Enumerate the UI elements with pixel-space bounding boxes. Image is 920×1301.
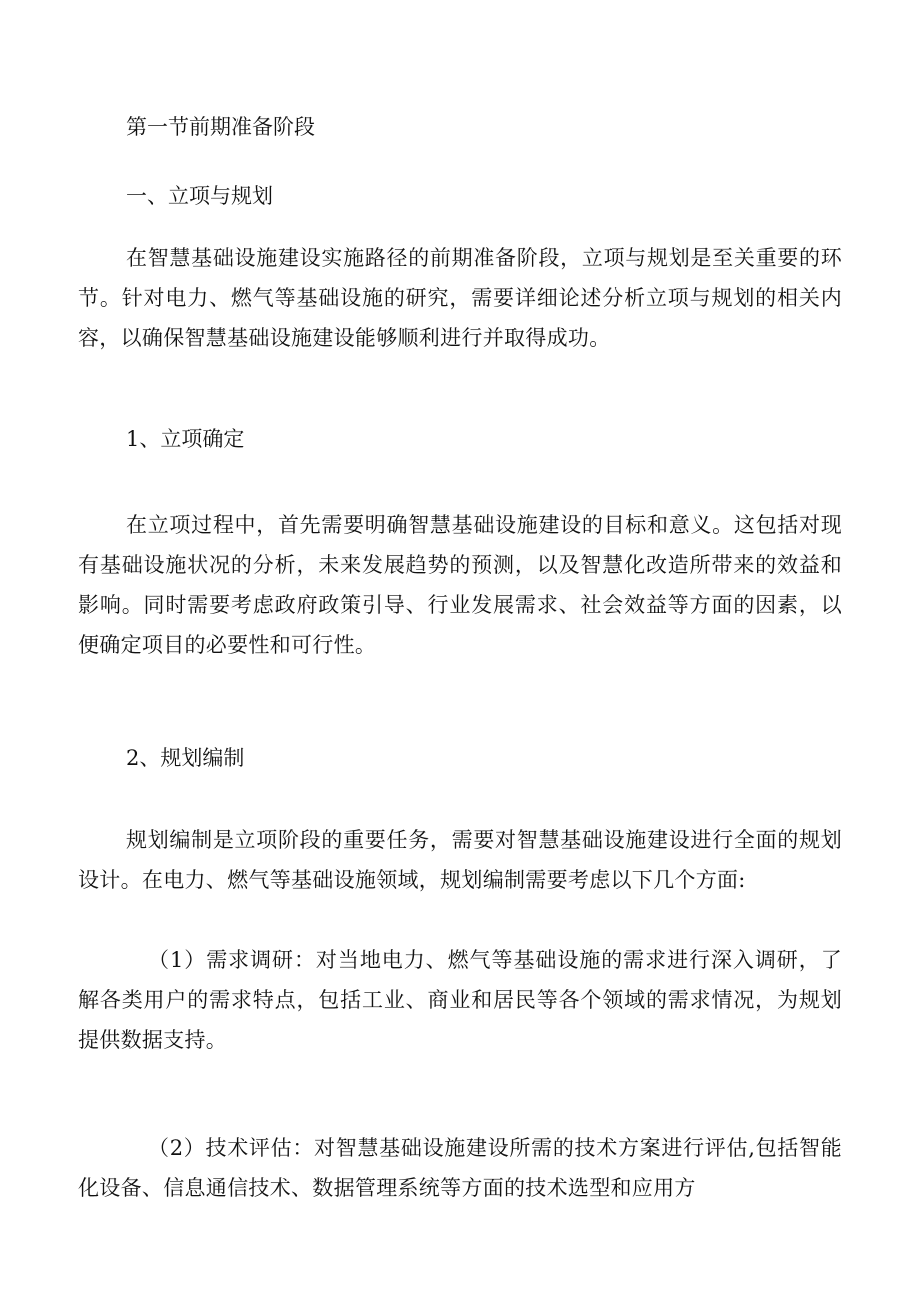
paragraph-demand-research: （1）需求调研：对当地电力、燃气等基础设施的需求进行深入调研，了解各类用户的需求特点，包括工业、商业和居民等各个领域的需求情况，为规划提供数据支持。: [78, 948, 842, 1052]
paragraph-technology-assessment: （2）技术评估：对智慧基础设施建设所需的技术方案进行评估,包括智能化设备、信息通信技术、数据管理系统等方面的技术选型和应用方: [78, 1136, 842, 1200]
section-title: 第一节前期准备阶段: [126, 115, 315, 139]
heading-plan-compilation: 2、规划编制: [126, 746, 245, 770]
paragraph-project-confirmation: 在立项过程中，首先需要明确智慧基础设施建设的目标和意义。这包括对现有基础设施状况的分析，未来发展趋势的预测，以及智慧化改造所带来的效益和影响。同时需要考虑政府政策引导、行业发展需求、社会效益等方面的因素，以便确定项目的必要性和可行性。: [78, 513, 842, 657]
paragraph-plan-compilation: 规划编制是立项阶段的重要任务，需要对智慧基础设施建设进行全面的规划设计。在电力、燃气等基础设施领域，规划编制需要考虑以下几个方面:: [78, 828, 842, 892]
heading-project-confirmation: 1、立项确定: [126, 427, 245, 451]
heading-project-and-planning: 一、立项与规划: [126, 184, 273, 208]
paragraph-intro: 在智慧基础设施建设实施路径的前期准备阶段，立项与规划是至关重要的环节。针对电力、燃气等基础设施的研究，需要详细论述分析立项与规划的相关内容，以确保智慧基础设施建设能够顺利进行并取得成功。: [78, 246, 842, 350]
